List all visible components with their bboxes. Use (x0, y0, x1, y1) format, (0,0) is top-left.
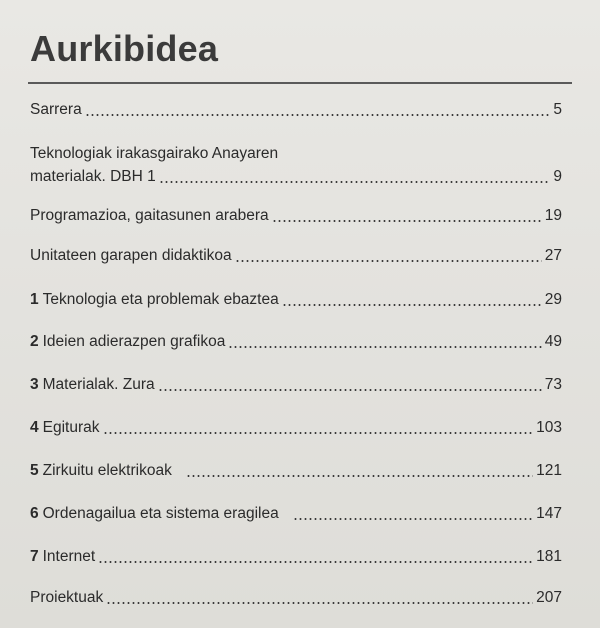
toc-entry-unit-6[interactable] (30, 504, 562, 524)
toc-entry-page: 181 (536, 548, 562, 565)
leader-dots (85, 114, 551, 116)
toc-entry-title: Ideien adierazpen grafikoa (42, 333, 226, 350)
toc-entry-page: 9 (553, 168, 562, 185)
unit-number: 7 (30, 548, 39, 565)
unit-number: 3 (30, 376, 39, 393)
toc-entry-title: Proiektuak (30, 589, 104, 606)
toc-entry-programazioa[interactable] (30, 206, 562, 226)
page-title: Aurkibidea (30, 28, 219, 69)
toc-entry-title: Unitateen garapen didaktikoa (30, 247, 232, 264)
leader-dots (186, 475, 533, 477)
toc-entry-title: Sarrera (30, 101, 82, 118)
toc-entry-sarrera[interactable] (30, 100, 562, 120)
leader-dots (272, 220, 542, 222)
toc-entry-page: 121 (536, 462, 562, 479)
toc-entry-page: 19 (544, 207, 562, 224)
toc-entry-title: Materialak. Zura (42, 376, 155, 393)
toc-entry-title: Teknologia eta problemak ebaztea (42, 291, 279, 308)
toc-entry-unit-2[interactable] (30, 332, 562, 352)
toc-entry-unit-5[interactable] (30, 461, 562, 481)
toc-entry-page: 207 (536, 589, 562, 606)
toc-entry-title: Programazioa, gaitasunen arabera (30, 207, 269, 224)
toc-entry-title: materialak. DBH 1 (30, 168, 156, 185)
unit-number: 2 (30, 333, 39, 350)
toc-entry-title: Ordenagailua eta sistema eragilea (42, 505, 279, 522)
toc-entry-title: Internet (42, 548, 96, 565)
toc-entry-unitateen[interactable] (30, 246, 562, 266)
toc-entry-title-line1: Teknologiak irakasgairako Anayaren (30, 145, 279, 162)
toc-entry-page: 103 (536, 419, 562, 436)
leader-dots (235, 260, 542, 262)
leader-dots (159, 181, 551, 183)
toc-entry-unit-3[interactable] (30, 375, 562, 395)
toc-entry-unit-7[interactable] (30, 547, 562, 567)
unit-number: 6 (30, 505, 39, 522)
unit-number: 5 (30, 462, 39, 479)
leader-dots (103, 432, 534, 434)
leader-dots (228, 346, 541, 348)
toc-entry-unit-1[interactable] (30, 290, 562, 310)
toc-entry-materialak[interactable] (30, 144, 562, 187)
unit-number: 1 (30, 291, 39, 308)
leader-dots (98, 561, 533, 563)
toc-entry-title: Egiturak (42, 419, 100, 436)
toc-entry-page: 147 (536, 505, 562, 522)
toc-entry-unit-4[interactable] (30, 418, 562, 438)
leader-dots (106, 602, 533, 604)
toc-entry-title: Zirkuitu elektrikoak (42, 462, 172, 479)
leader-dots (293, 518, 533, 520)
title-divider (28, 82, 572, 84)
toc-entry-proiektuak[interactable] (30, 588, 562, 608)
toc-entry-page: 5 (553, 101, 562, 118)
toc-entry-page: 49 (544, 333, 562, 350)
toc-entry-page: 27 (544, 247, 562, 264)
toc-entry-page: 73 (544, 376, 562, 393)
leader-dots (282, 304, 542, 306)
toc-entry-page: 29 (544, 291, 562, 308)
leader-dots (158, 389, 542, 391)
unit-number: 4 (30, 419, 39, 436)
